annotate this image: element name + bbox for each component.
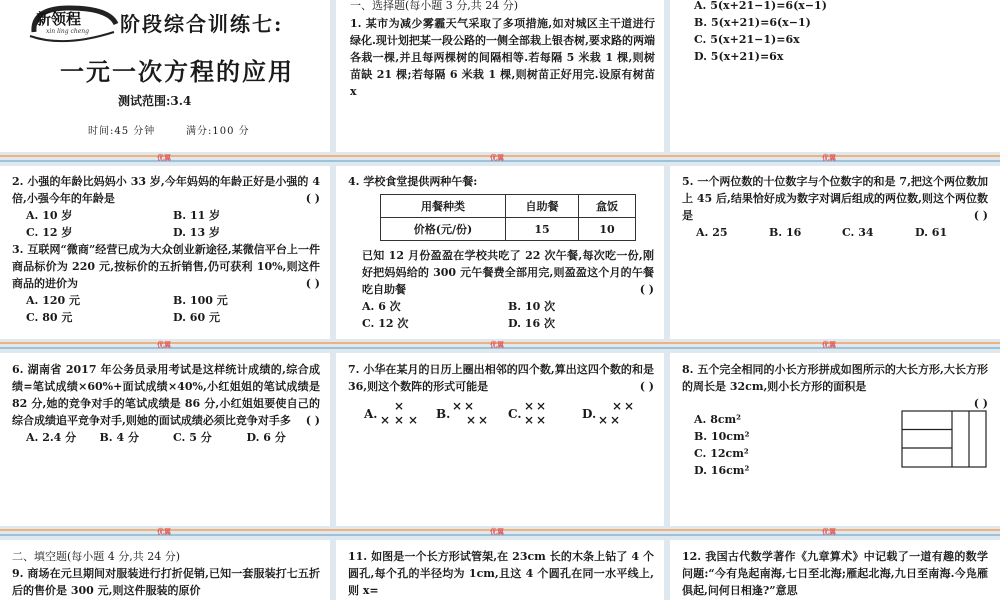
question-7: 7. 小华在某月的日历上圈出相邻的四个数,算出这四个数的和是 36,则这个数阵的形式可能是 ( ) [348,363,654,393]
option-d[interactable]: D. 61 [915,226,948,239]
option-c[interactable]: C. 12cm² [694,447,749,460]
option-d[interactable]: D. 16 次 [508,317,555,330]
question-4: 4. 学校食堂提供两种午餐: [348,175,478,188]
option-label: B. [436,407,451,421]
question-1: 1. 某市为减少雾霾天气采取了多项措施,如对城区主干道进行绿化.现计划把某一段公路的一侧全部栽上银杏树,要求路的两端各栽一棵,并且每两棵树的间隔相等.若每隔 5 米栽 1 棵,则树苗缺 21 棵;若每隔 6 米栽 1 棵,则树苗正好用完.设原有树苗 x [350,17,655,98]
section-heading: 二、填空题(每小题 4 分,共 24 分) [12,550,181,563]
answer-bracket[interactable]: ( ) [305,414,320,427]
meal-price-table [380,194,636,241]
separator-band [0,526,1000,540]
logo-text: 新领程 [36,10,82,28]
option-c[interactable]: C. 12 岁 [26,226,73,239]
cross-mark: × [380,413,391,427]
cross-mark: × [394,399,405,413]
cross-mark: × [394,413,405,427]
section-heading: 一、选择题(每小题 3 分,共 24 分) [350,0,519,12]
band-tag: 优翼 [157,341,171,349]
panel-q2-q3 [0,166,330,339]
cross-mark: × [408,413,419,427]
option-b[interactable]: B. 100 元 [173,294,228,307]
option-label: D. [582,407,597,421]
table-cell: 价格(元/份) [381,218,506,241]
option-c[interactable]: C. 34 [842,226,874,239]
q4-options [348,298,654,332]
cross-mark: × [610,413,621,427]
title-panel [0,0,330,152]
cross-mark: × [536,399,547,413]
option-d[interactable]: D. 13 岁 [173,226,220,239]
cross-mark: × [464,399,475,413]
option-b[interactable]: B. 5(x+21)=6(x−1) [694,16,811,29]
cross-mark: × [536,413,547,427]
answer-bracket[interactable]: ( ) [973,397,988,410]
question-6: 6. 湖南省 2017 年公务员录用考试是这样统计成绩的,综合成绩=笔试成绩×60%+面试成绩×40%,小红姐姐的笔试成绩是 82 分,她的竞争对手的笔试成绩是 86 分,小红姐姐要使自己的综合成绩追平竞争对手,则她的面试成绩必须比竞争对手多 ( ) [12,363,320,427]
option-a[interactable]: A. 5(x+21−1)=6(x−1) [694,0,827,12]
logo-pinyin: xin ling cheng [46,28,90,35]
cross-mark: × [524,399,535,413]
panel-q4 [336,166,664,339]
option-b[interactable]: B. 11 岁 [173,209,221,222]
cross-mark: × [478,413,489,427]
panel-q6 [0,353,330,526]
option-a[interactable]: A. 25 [696,226,728,239]
cross-mark: × [612,399,623,413]
option-b[interactable]: B. 10cm² [694,430,750,443]
panel-q8 [670,353,1000,526]
option-c[interactable]: C. 12 次 [362,317,409,330]
band-tag: 优翼 [157,154,171,162]
option-b[interactable]: B. 16 [769,226,802,239]
band-tag: 优翼 [822,528,836,536]
panel-q9 [0,540,330,600]
test-scope: 测试范围:3.4 [118,94,192,108]
answer-bracket[interactable]: ( ) [305,277,320,290]
panel-q12 [670,540,1000,600]
panel-q7 [336,353,664,526]
table-header: 自助餐 [506,195,579,218]
question-12: 12. 我国古代数学著作《九章算术》中记载了一道有趣的数学问题:“今有凫起南海,七日至北海;雁起北海,九日至南海.今凫雁俱起,问何日相逢?”意思 [682,550,988,597]
cross-mark: × [524,413,535,427]
option-label: A. [364,407,378,421]
full-score: 满分:100 分 [186,126,250,137]
band-tag: 优翼 [157,528,171,536]
panel-q1 [336,0,664,152]
cross-mark: × [598,413,609,427]
option-d[interactable]: D. 60 元 [173,311,220,324]
table-cell: 15 [506,218,579,241]
rectangle-figure [900,409,990,469]
option-a[interactable]: A. 2.4 分 [26,431,77,444]
panel-q1-options [670,0,1000,152]
option-c[interactable]: C. 5(x+21−1)=6x [694,33,800,46]
option-a[interactable]: A. 10 岁 [26,209,73,222]
q2-options [12,207,320,241]
cross-mark: × [466,413,477,427]
panel-q5 [670,166,1000,339]
option-b[interactable]: B. 10 次 [508,300,556,313]
option-d[interactable]: D. 5(x+21)=6x [694,50,784,63]
page-title: 阶段综合训练七: [120,12,284,36]
table-header: 用餐种类 [381,195,506,218]
option-a[interactable]: A. 6 次 [362,300,401,313]
question-11: 11. 如图是一个长方形试管架,在 23cm 长的木条上钻了 4 个圆孔,每个孔的半径均为 1cm,且这 4 个圆孔在同一水平线上,则 x= [348,550,654,597]
cross-mark: × [624,399,635,413]
band-tag: 优翼 [490,154,504,162]
table-cell: 10 [579,218,636,241]
answer-bracket[interactable]: ( ) [639,380,654,393]
question-2: 2. 小强的年龄比妈妈小 33 岁,今年妈妈的年龄正好是小强的 4 倍,小强今年的年龄是 ( ) [12,175,320,205]
option-d[interactable]: D. 6 分 [246,431,286,444]
option-c[interactable]: C. 80 元 [26,311,73,324]
option-label: C. [508,407,522,421]
band-tag: 优翼 [822,154,836,162]
page-subtitle: 一元一次方程的应用 [60,57,294,86]
question-8: 8. 五个完全相同的小长方形拼成如图所示的大长方形,大长方形的周长是 32cm,则小长方形的面积是 [682,363,988,393]
time-limit: 时间:45 分钟 [88,126,156,137]
option-a[interactable]: A. 120 元 [26,294,80,307]
option-c[interactable]: C. 5 分 [173,431,212,444]
band-tag: 优翼 [490,528,504,536]
q6-options [12,429,320,446]
q1-options [694,0,827,65]
q8-options [694,411,749,479]
panel-q11 [336,540,664,600]
q5-options [682,224,988,241]
question-5: 5. 一个两位数的十位数字与个位数字的和是 7,把这个两位数加上 45 后,结果恰好成为数字对调后组成的两位数,则这个两位数是 ( ) [682,175,988,222]
band-tag: 优翼 [822,341,836,349]
question-4-body: 已知 12 月份盈盈在学校共吃了 22 次午餐,每次吃一份,刚好把妈妈给的 300 元午餐费全部用完,则盈盈这个月的午餐吃自助餐 ( ) [362,249,654,296]
answer-bracket[interactable]: ( ) [973,209,988,222]
question-9: 9. 商场在元旦期间对服装进行打折促销,已知一套服装打七五折后的售价是 300 元,则这件服装的原价 [12,567,320,597]
option-b[interactable]: B. 4 分 [99,431,139,444]
table-header: 盒饭 [579,195,636,218]
separator-band [0,339,1000,353]
answer-bracket[interactable]: ( ) [305,192,320,205]
answer-bracket[interactable]: ( ) [639,283,654,296]
option-a[interactable]: A. 8cm² [694,413,742,426]
question-3: 3. 互联网“微商”经营已成为大众创业新途径,某微信平台上一件商品标价为 220 元,按标价的五折销售,仍可获利 10%,则这件商品的进价为 ( ) [12,243,320,290]
q3-options [12,292,320,326]
cross-mark: × [452,399,463,413]
separator-band [0,152,1000,166]
option-d[interactable]: D. 16cm² [694,464,750,477]
band-tag: 优翼 [490,341,504,349]
